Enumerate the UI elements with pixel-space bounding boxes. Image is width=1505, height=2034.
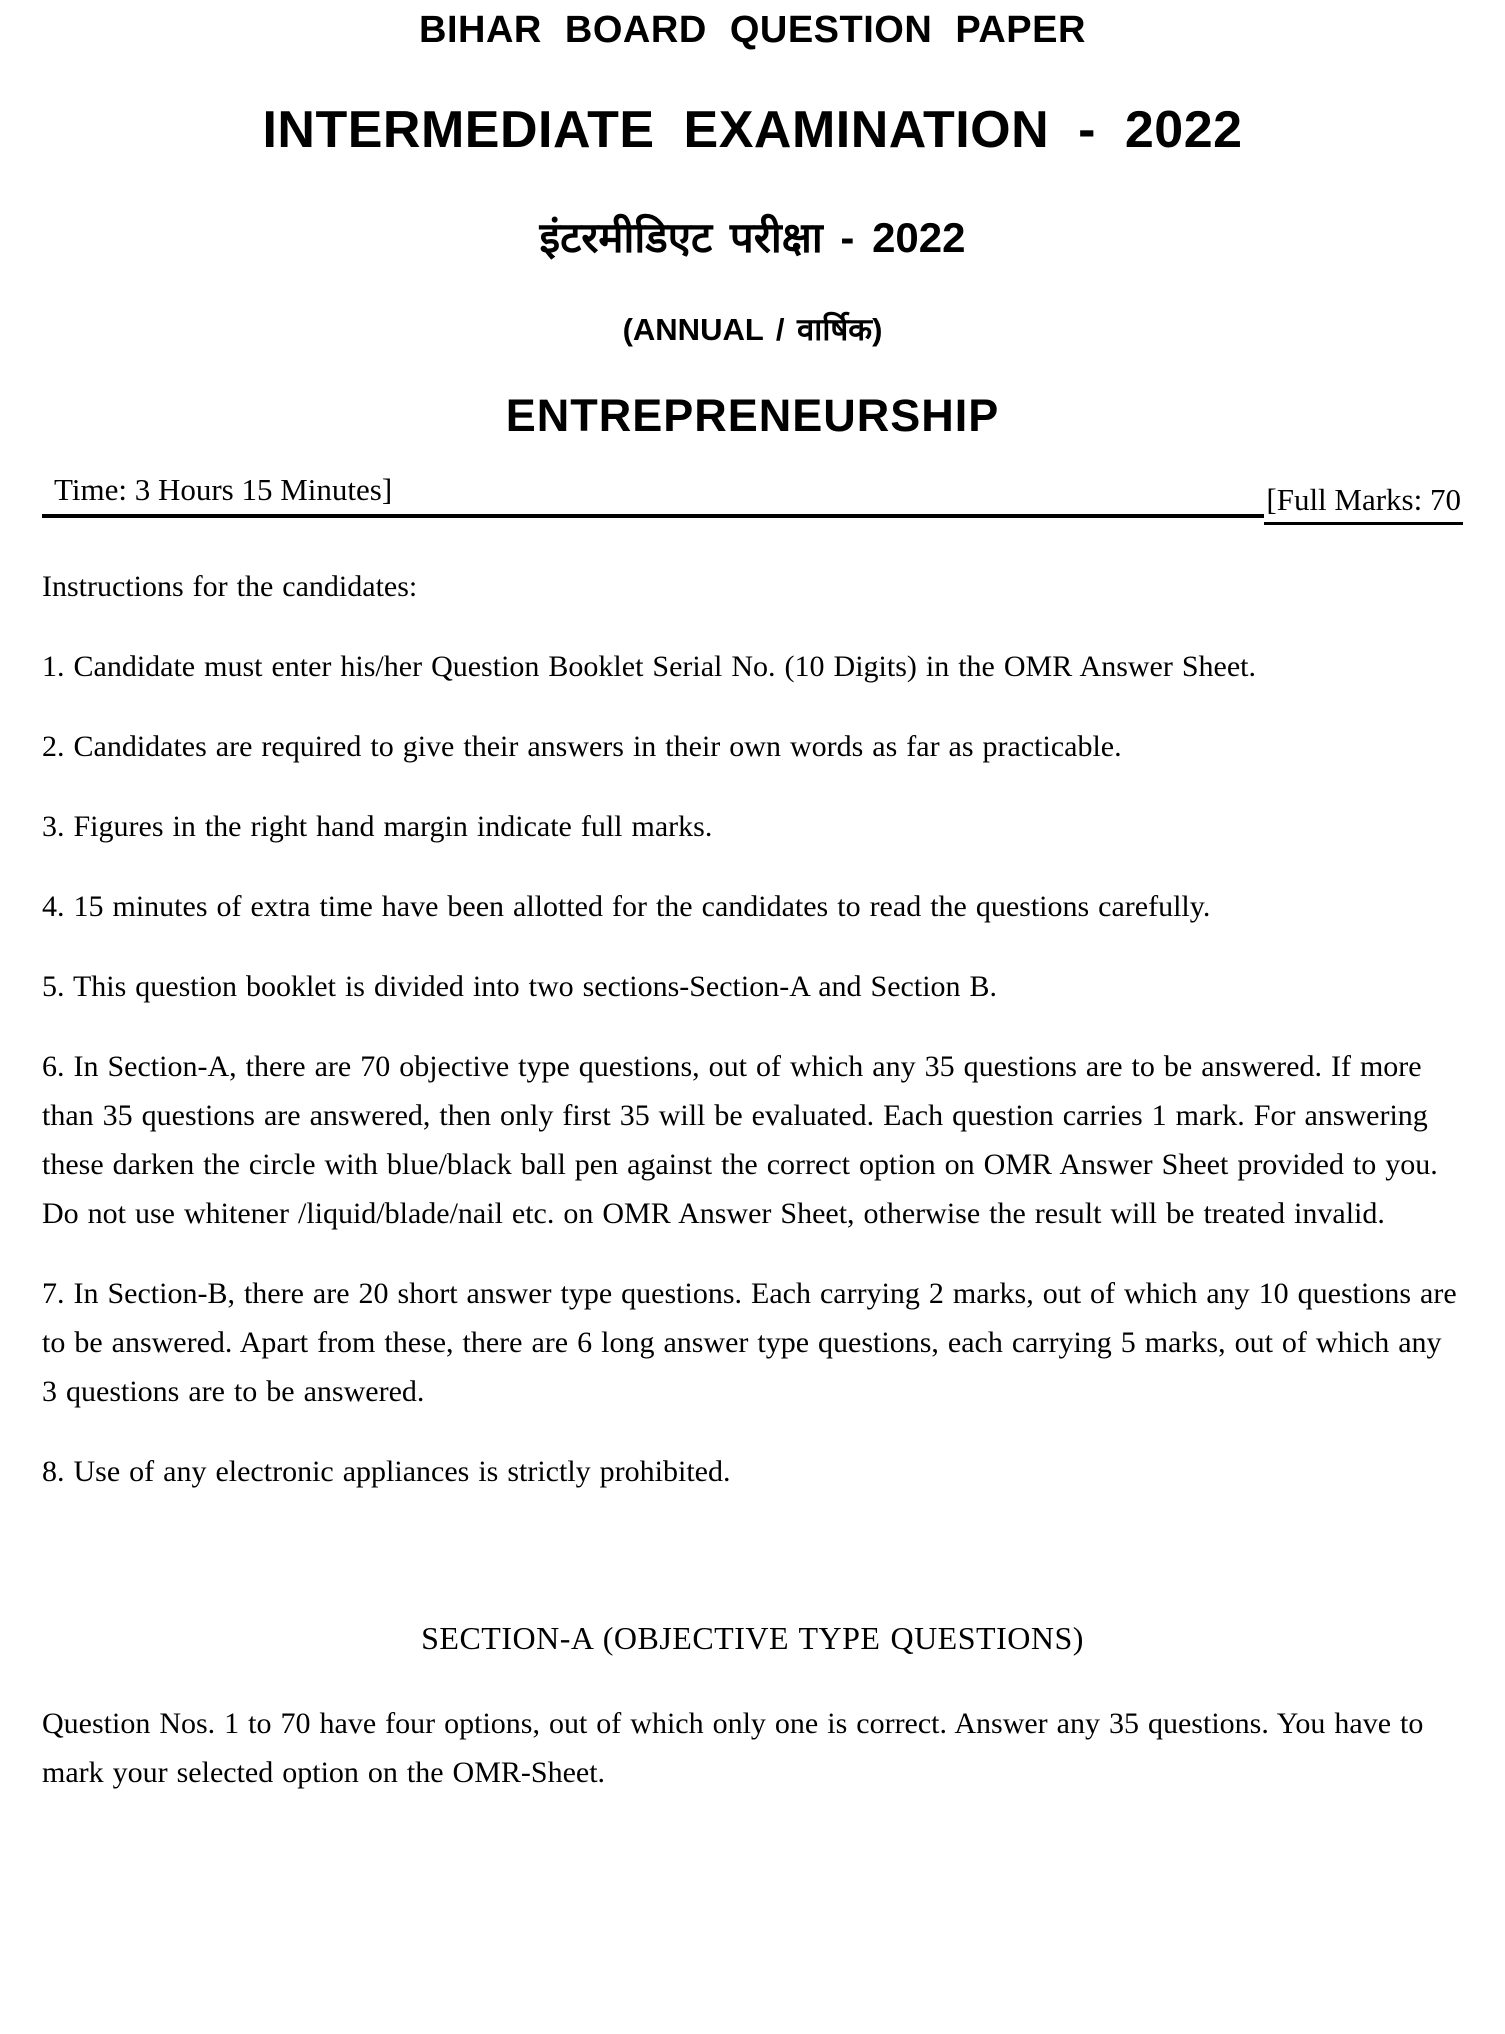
instruction-item-2: 2. Candidates are required to give their answers in their own words as far as practicable. bbox=[42, 730, 1122, 763]
rule-line bbox=[396, 470, 1264, 518]
examination-title: INTERMEDIATE EXAMINATION - 2022 bbox=[262, 101, 1243, 159]
subject-title: ENTREPRENEURSHIP bbox=[505, 390, 1000, 441]
instructions-heading: Instructions for the candidates: bbox=[42, 570, 418, 603]
time-allowed-label: Time: 3 Hours 15 Minutes] bbox=[42, 470, 396, 518]
instruction-item-5: 5. This question booklet is divided into two sections-Section-A and Section B. bbox=[42, 970, 998, 1003]
time-marks-row bbox=[42, 470, 1463, 518]
examination-title-hindi: इंटरमीडिएट परीक्षा - 2022 bbox=[539, 214, 966, 261]
instruction-item-3: 3. Figures in the right hand margin indicate full marks. bbox=[42, 810, 713, 843]
board-title: BIHAR BOARD QUESTION PAPER bbox=[419, 9, 1086, 51]
instructions-list bbox=[42, 642, 1463, 1496]
instruction-item-6: 6. In Section-A, there are 70 objective type questions, out of which any 35 questions are to be answered. If more than 35 questions are answered, then only first 35 will be evaluated. Each question carries 1 mark. For answering these darken the circle with blue/black ball pen against the correct option on OMR Answer Sheet provided to you. Do not use whitener /liquid/blade/nail etc. on OMR Answer Sheet, otherwise the result will be treated invalid. bbox=[42, 1050, 1438, 1230]
instruction-item-7: 7. In Section-B, there are 20 short answer type questions. Each carrying 2 marks, out of which any 10 questions are to be answered. Apart from these, there are 6 long answer type questions, each carrying 5 marks, out of which any 3 questions are to be answered. bbox=[42, 1277, 1457, 1408]
instruction-item-4: 4. 15 minutes of extra time have been allotted for the candidates to read the questions carefully. bbox=[42, 890, 1211, 923]
annual-subtitle: (ANNUAL / वार्षिक) bbox=[622, 312, 883, 347]
section-a-heading: SECTION-A (OBJECTIVE TYPE QUESTIONS) bbox=[421, 1620, 1084, 1656]
instruction-item-1: 1. Candidate must enter his/her Question Booklet Serial No. (10 Digits) in the OMR Answer Sheet. bbox=[42, 650, 1257, 683]
instruction-item-8: 8. Use of any electronic appliances is strictly prohibited. bbox=[42, 1455, 731, 1488]
section-a-intro: Question Nos. 1 to 70 have four options, out of which only one is correct. Answer any 35 questions. You have to mark your selected option on the OMR-Sheet. bbox=[42, 1707, 1424, 1789]
full-marks-label: [Full Marks: 70 bbox=[1264, 480, 1463, 525]
